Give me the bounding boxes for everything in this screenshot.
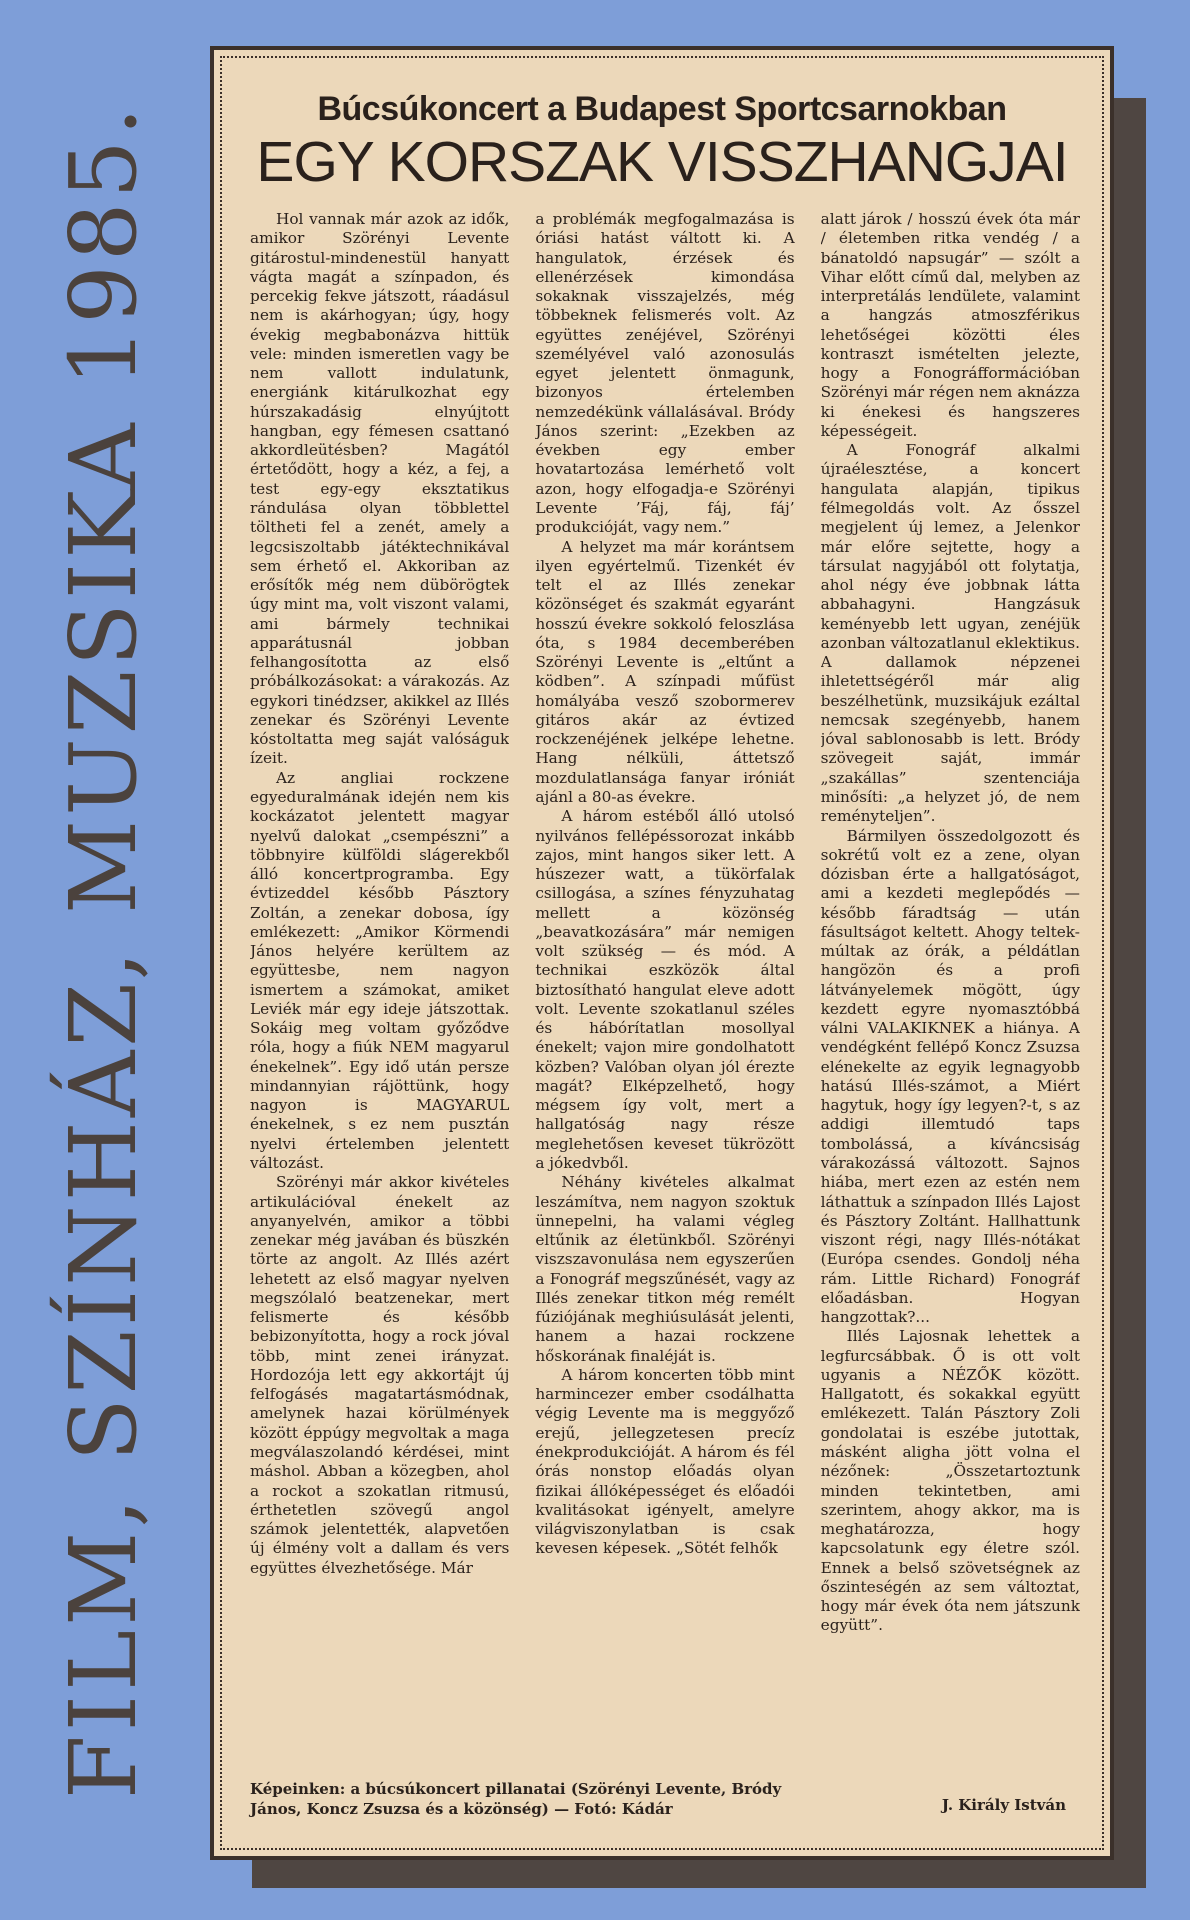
paragraph: Bármilyen összedolgozott és sokrétű volt ez a zene, olyan dózisban érte a hallgatóságot, ami a kezdeti meglepődés — később fáradtság — után fásultságot keltett. Ahogy teltek-múltak az órák, a példátlan hangözön és a profi látványelemek mögött, úgy kezdett egyre nyomasztóbbá válni VALAKIKNEK a hiánya. A vendégként fellépő Koncz Zsuzsa elénekelte az egyik legnagyobb hatású Illés-számot, a Miért hagytuk, hogy így legyen?-t, s az addigi illemtudó taps tombolássá, a kíváncsiság várakozássá változott. Sajnos hiába, mert ezen az estén nem láthattuk a színpadon Illés Lajost és Pásztory Zoltánt. Hallhattunk viszont régi, nagy Illés-nótákat (Európa csendes. Gondolj néha rám. Little Richard) Fonográf előadásban. Hogyan hangzottak?... (820, 826, 1080, 1327)
paragraph: a problémák megfogalmazása is óriási hatást váltott ki. A hangulatok, érzések és ellenérzések kimondása sokaknak visszajelzés, még többeknek felismerés volt. Az együttes zenéjével, Szörényi személyével való azonosulás egyet jelentett önmagunk, bizonyos értelemben nemzedékünk vállalásával. Bródy János szerint: „Ezekben az években egy ember hovatartozása lemérhető volt azon, hogy elfogadja-e Szörényi Levente ’Fáj, fáj, fáj’ produkcióját, vagy nem.” (535, 210, 795, 537)
paragraph: A helyzet ma már korántsem ilyen egyértelmű. Tizenkét év telt el az Illés zenekar közönséget és szakmát egyaránt hosszú évekre sokkoló feloszlása óta, s 1984 decemberében Szörényi Levente is „eltűnt a ködben”. A színpadi műfüst homályába vesző szobormerev gitáros akár az évtized rockzenéjének jelképe lehetne. Hang nélküli, áttetsző mozdulatlansága fanyar iróniát ajánl a 80-as évekre. (535, 537, 795, 806)
column-2 (535, 210, 794, 1810)
side-title-text: FILM, SZÍNHÁZ, MUZSIKA 1985. (50, 102, 157, 1800)
article-header (214, 50, 1110, 193)
paragraph: A Fonográf alkalmi újraélesztése, a koncert hangulata alapján, tipikus félmegoldás volt. Az ősszel megjelent új lemez, a Jelenkor már előre sejtette, hogy a társulat nagyjából ott folytatja, ahol négy éve jobbnak látta abbahagyni. Hangzásuk keményebb lett ugyan, zenéjük azonban változatlanul eklektikus. A dallamok népzenei ihletettségéről már alig beszélhetünk, muzsikájuk ezáltal nemcsak szegényebb, hanem jóval sablonosabb is lett. Bródy szövegeit saját, immár „szakállas” szentenciája minősíti: „a helyzet jó, de nem reményteljen”. (820, 441, 1080, 826)
paragraph: Néhány kivételes alkalmat leszámítva, nem nagyon szoktuk ünnepelni, ha valami végleg eltűnik az életünkből. Szörényi viszszavonulása nem egyszerűen a Fonográf megszűnését, vagy az Illés zenekar titkon még remélt fúziójának meghiúsulását jelenti, hanem a hazai rockzene hőskorának finaléját is. (535, 1173, 795, 1365)
column-1 (250, 210, 509, 1810)
article-columns (250, 210, 1080, 1810)
byline: J. Király István (941, 1796, 1066, 1814)
column-3 (821, 210, 1080, 1810)
photo-caption: Képeinken: a búcsúkoncert pillanatai (Szörényi Levente, Bródy János, Koncz Zsuzsa és a közönség) — Fotó: Kádár (250, 1780, 782, 1818)
side-title (44, 56, 164, 1846)
paragraph: alatt járok / hosszú évek óta már / életemben ritka vendég / a bánatoldó napsugár” — szólt a Vihar előtt című dal, melyben az interpretálás lendülete, valamint a hangzás atmoszférikus lehetőségei közötti éles kontraszt ismételten jelezte, hogy a Fonográfformációban Szörényi már régen nem aknázza ki énekesi és hangszeres képességeit. (820, 210, 1080, 440)
newspaper-clipping (210, 46, 1114, 1860)
paragraph: Szörényi már akkor kivételes artikulációval énekelt az anyanyelvén, amikor a többi zenekar még javában és büszkén törte az angolt. Az Illés azért lehetett az első magyar nyelven megszólaló beatzenekar, mert felismerte és később bebizonyította, hogy a rock jóval több, mint zenei irányzat. Hordozója lett egy akkortájt új felfogásés magatartásmódnak, amelynek hazai körülmények között éppúgy megvoltak a maga megválaszolandó kérdései, mint máshol. Abban a közegben, ahol a rockot a szokatlan ritmusú, érthetetlen szövegű angol számok jelentették, alapvetően új élmény volt a dallam és vers együttes élvezhetősége. Már (250, 1173, 510, 1577)
paragraph: A három estéből álló utolsó nyilvános fellépéssorozat inkább zajos, mint hangos siker lett. A húszezer watt, a tükörfalak csillogása, a színes fényzuhatag mellett a közönség „beavatkozására” már nemigen volt szükség — és mód. A technikai eszközök által biztosítható hangulat eleve adott volt. Levente szokatlanul széles és hábórítatlan mosollyal énekelt; vajon mire gondolhatott közben? Valóban olyan jól érezte magát? Elképzelhető, hogy mégsem így volt, mert a hallgatóság nagy része meglehetősen keveset tükrözött a jókedvből. (535, 807, 795, 1173)
kicker: Búcsúkoncert a Budapest Sportcsarnokban (317, 90, 1007, 128)
paragraph: A három koncerten több mint harmincezer ember csodálhatta végig Levente ma is meggyőző erejű, jellegzetesen precíz énekprodukcióját. A három és fél órás nonstop előadás olyan fizikai állóképességet és előadói kvalitásokat igényelt, amelyre világviszonylatban is csak kevesen képesek. „Sötét felhők (535, 1365, 795, 1558)
paragraph: Hol vannak már azok az idők, amikor Szörényi Levente gitárostul-mindenestül hanyatt vágta magát a színpadon, és percekig fekve játszott, ráadásul nem is akárhogyan; úgy, hogy évekig megbabonázva hittük vele: minden ismeretlen vagy be nem vallott indulatunk, energiánk kitárulkozhat egy húrszakadásig elnyújtott hangban, egy fémesen csattanó akkordleütésben? Magától értetődött, hogy a kéz, a fej, a test egy-egy eksztatikus rándulása olyan többlettel töltheti fel a zenét, amely a legcsiszoltabb játéktechnikával sem érhető el. Akkoriban az erősítők még nem dübörögtek úgy mint ma, volt viszont valami, ami bármely technikai apparátusnál jobban felhangosította az első próbálkozásokat: a várakozás. Az egykori tinédzser, akikkel az Illés zenekar és Szörényi Levente kóstoltatta meg saját valóságuk ízeit. (250, 210, 510, 768)
paragraph: Az angliai rockzene egyeduralmának idején nem kis kockázatot jelentett magyar nyelvű dalokat „csempészni” a többnyire külföldi slágerekből álló koncertprogramba. Egy évtizeddel később Pásztory Zoltán, a zenekar dobosa, így emlékezett: „Amikor Körmendi János helyére kerültem az együttesbe, nem nagyon ismertem a számokat, amiket Leviék már egy ideje játszottak. Sokáig meg voltam győződve róla, hogy a fiúk NEM magyarul énekelnek”. Egy idő után persze mindannyian rájöttünk, hogy nagyon is MAGYARUL énekelnek, s ez nem pusztán nyelvi értelemben jelentett változást. (250, 768, 510, 1173)
headline: EGY KORSZAK VISSZHANGJAI (256, 130, 1068, 194)
paragraph: Illés Lajosnak lehettek a legfurcsább​ak. Ő is ott volt ugyanis a NÉZŐK között. Hallgatott, és sokakkal együtt emlékezett. Talán Pásztory Zoli gondolatai is eszébe jutottak, másként aligha jött volna el nézőnek: „Összetartoztunk minden tekintetben, ami szerintem, ahogy akkor, ma is meghatározza, hogy kapcsolatunk egy életre szól. Ennek a belső szövetségnek az őszinteségén az sem változtat, hogy már évek óta nem játszunk együtt”. (820, 1327, 1080, 1635)
